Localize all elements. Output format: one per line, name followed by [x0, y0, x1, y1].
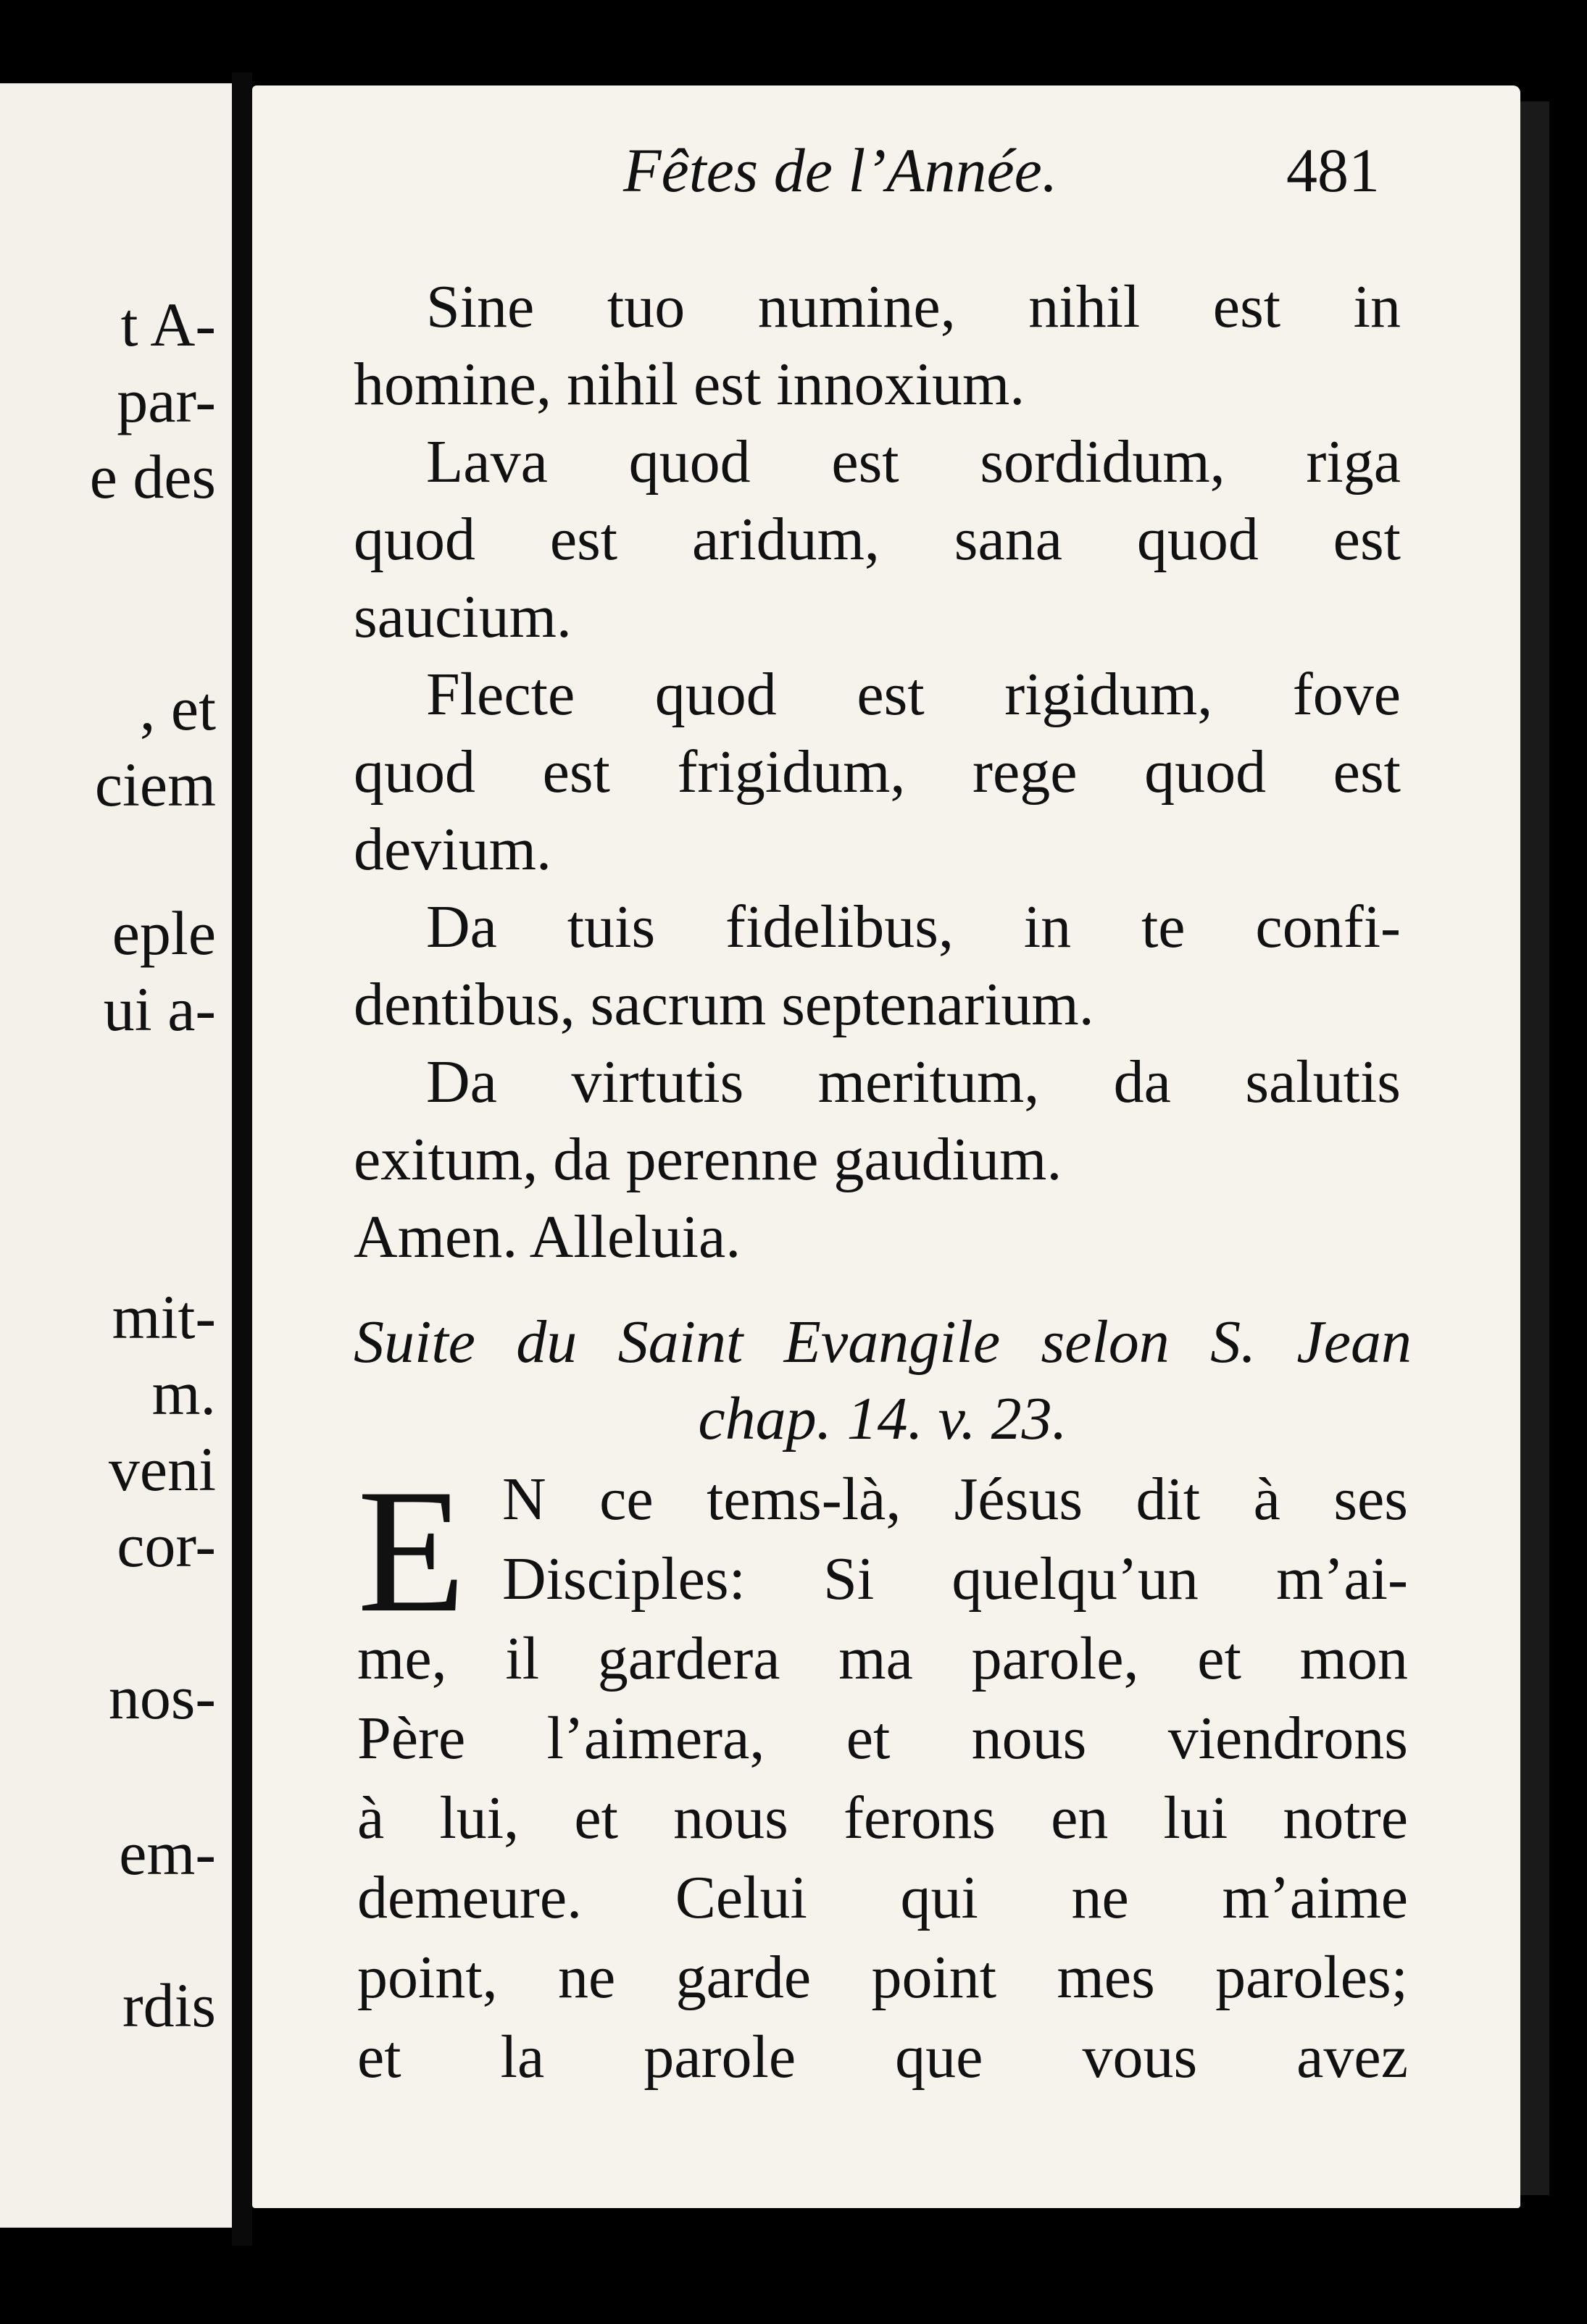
hymn-line: exitum, da perenne gaudium. — [354, 1126, 1062, 1193]
hymn-line: quod est aridum, sana quod est — [354, 506, 1401, 573]
drop-cap: E — [357, 1452, 466, 1649]
facing-page-fragment: em- — [119, 1818, 216, 1888]
gospel-rubric — [354, 1304, 1412, 1458]
hymn-line: saucium. — [354, 583, 572, 651]
gospel-line: à lui, et nous ferons en lui notre — [357, 1784, 1408, 1852]
hymn-line: homine, nihil est innoxium. — [354, 351, 1025, 418]
rubric-line-1: Suite du Saint Evangile selon S. Jean — [354, 1308, 1412, 1376]
gospel-line: Disciples: Si quelqu’un m’ai- — [502, 1545, 1408, 1613]
hymn-line: quod est frigidum, rege quod est — [354, 738, 1401, 806]
facing-page-fragment: e des — [89, 442, 216, 511]
hymn-line: Flecte quod est rigidum, fove — [426, 661, 1401, 728]
hymn-text — [354, 268, 1401, 1276]
facing-page-edge — [0, 83, 232, 2228]
facing-page-fragment: nos- — [108, 1663, 216, 1732]
facing-page-fragment: ciem — [94, 750, 216, 819]
hymn-line: dentibus, sacrum septenarium. — [354, 971, 1094, 1038]
facing-page-fragment: eple — [112, 898, 216, 968]
page-number: 481 — [1286, 135, 1380, 205]
gospel-line: me, il gardera ma parole, et mon — [357, 1625, 1408, 1692]
rubric-line-2: chap. 14. v. 23. — [698, 1385, 1067, 1452]
facing-page-fragment: cor- — [117, 1510, 216, 1580]
facing-page-fragment: par- — [117, 366, 216, 435]
book-gutter — [232, 72, 252, 2246]
facing-page-fragment: ui a- — [103, 974, 216, 1044]
running-title: Fêtes de l’Année. — [623, 135, 1058, 205]
facing-page-fragment: t A- — [120, 290, 216, 359]
facing-page-fragment: mit- — [112, 1282, 216, 1352]
facing-page-fragment: rdis — [122, 1970, 216, 2040]
gospel-text — [357, 1452, 1408, 2097]
hymn-line: Sine tuo numine, nihil est in — [426, 273, 1401, 340]
hymn-line: devium. — [354, 816, 551, 883]
gospel-line: et la parole que vous avez — [357, 2023, 1408, 2091]
gospel-line: point, ne garde point mes paroles; — [357, 1944, 1408, 2011]
page-edge-shadow — [1520, 101, 1549, 2195]
gospel-line: demeure. Celui qui ne m’aime — [357, 1864, 1408, 1931]
gospel-line: Père l’aimera, et nous viendrons — [357, 1705, 1408, 1772]
facing-page-fragment: , et — [139, 674, 216, 743]
facing-page-fragment: veni — [108, 1434, 216, 1504]
hymn-line: Lava quod est sordidum, riga — [426, 428, 1401, 496]
hymn-line: Da virtutis meritum, da salutis — [426, 1048, 1401, 1116]
hymn-line: Amen. Alleluia. — [354, 1203, 741, 1271]
hymn-line: Da tuis fidelibus, in te confi- — [426, 893, 1401, 961]
facing-page-fragment: m. — [151, 1358, 216, 1428]
gospel-line: N ce tems-là, Jésus dit à ses — [502, 1466, 1408, 1533]
